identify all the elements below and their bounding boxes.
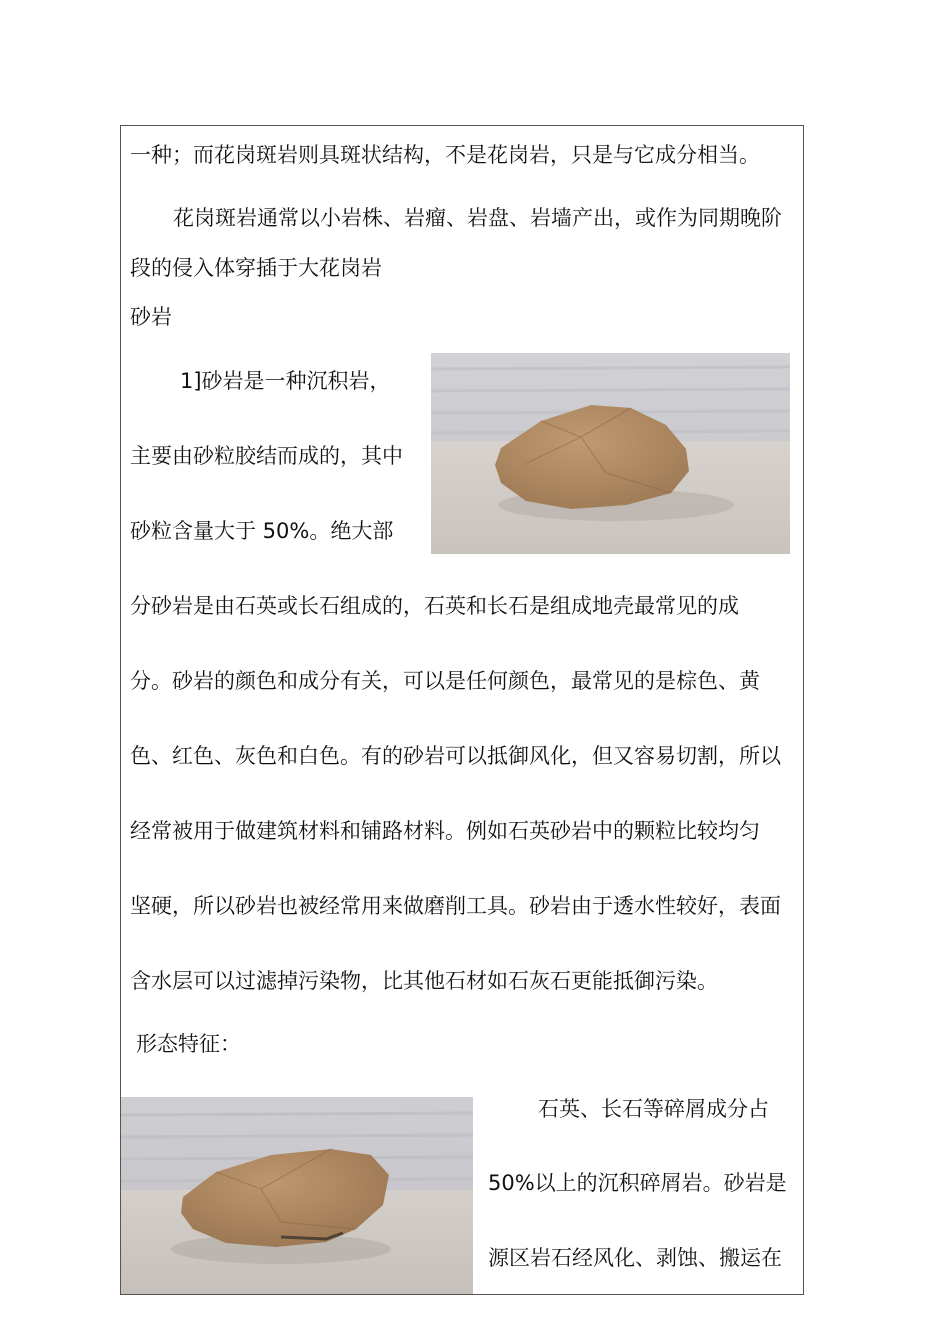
text-line-16: 50%以上的沉积碎屑岩。砂岩是	[488, 1171, 787, 1195]
text-line-2: 花岗斑岩通常以小岩株、岩瘤、岩盘、岩墙产出，或作为同期晚阶	[173, 206, 782, 230]
sandstone-photo-1	[431, 353, 790, 554]
text-line-6: 主要由砂粒胶结而成的，其中	[130, 444, 403, 468]
text-line-1: 一种；而花岗斑岩则具斑状结构，不是花岗岩，只是与它成分相当。	[130, 143, 760, 167]
section-heading-sandstone: 砂岩	[130, 305, 172, 329]
text-line-8: 分砂岩是由石英或长石组成的，石英和长石是组成地壳最常见的成	[130, 594, 739, 618]
text-line-5: 1]砂岩是一种沉积岩，	[180, 369, 391, 393]
text-line-7: 砂粒含量大于 50%。绝大部	[130, 519, 394, 543]
text-line-3: 段的侵入体穿插于大花岗岩	[130, 256, 382, 280]
text-line-10: 色、红色、灰色和白色。有的砂岩可以抵御风化，但又容易切割，所以	[130, 744, 781, 768]
text-line-17: 源区岩石经风化、剥蚀、搬运在	[488, 1246, 782, 1270]
text-line-15: 石英、长石等碎屑成分占	[538, 1097, 769, 1121]
section-heading-morphology: 形态特征：	[136, 1032, 241, 1056]
text-line-12: 坚硬，所以砂岩也被经常用来做磨削工具。砂岩由于透水性较好，表面	[130, 894, 781, 918]
text-line-13: 含水层可以过滤掉污染物，比其他石材如石灰石更能抵御污染。	[130, 969, 718, 993]
text-line-11: 经常被用于做建筑材料和铺路材料。例如石英砂岩中的颗粒比较均匀	[130, 819, 760, 843]
text-line-9: 分。砂岩的颜色和成分有关，可以是任何颜色，最常见的是棕色、黄	[130, 669, 760, 693]
sandstone-photo-2	[121, 1097, 473, 1294]
